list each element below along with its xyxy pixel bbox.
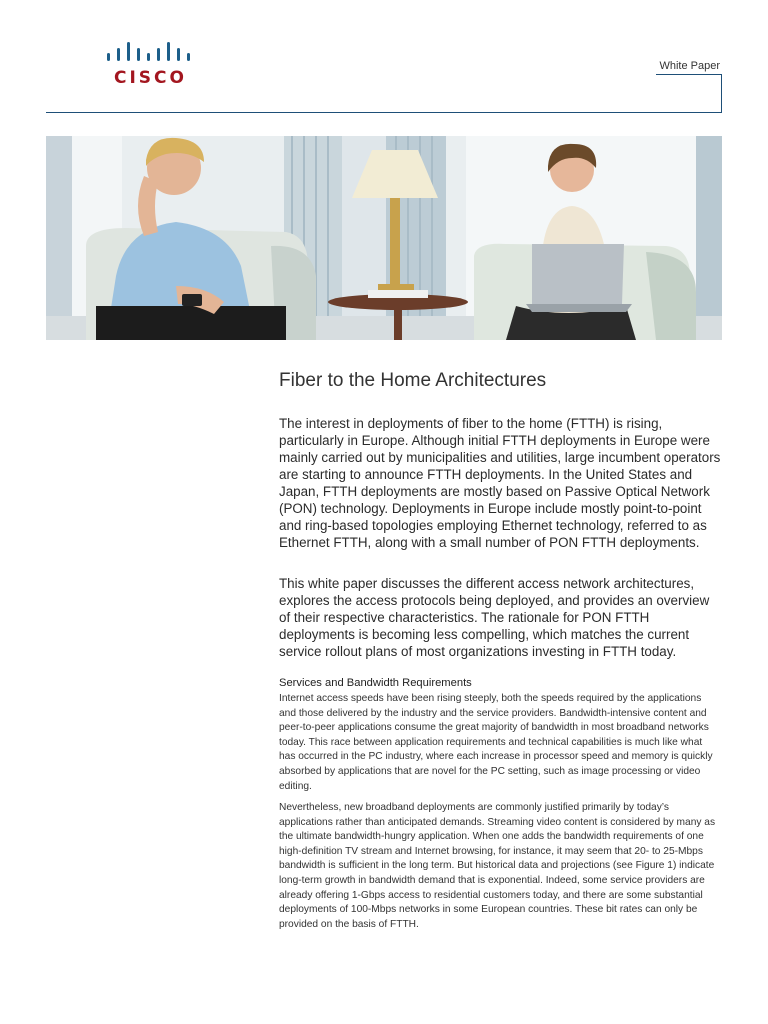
body-paragraph: Internet access speeds have been rising steeply, both the speeds required by the applications and those delivered by the industry and the service providers. Bandwidth-intensive content and peer-to-peer applications consume the great majority of bandwidth in most broadband networks today. This race between application requirements and technical capabilities is much like what has occurred in the PC industry, where each increase in processor speed and memory is quickly absorbed by applications that are novel for the PC setting, such as image processing or video editing.	[279, 693, 713, 792]
hero-photo	[46, 136, 722, 340]
cisco-wordmark: CISCO	[114, 68, 187, 88]
section-heading: Services and Bandwidth Requirements	[279, 677, 472, 689]
header-rule	[46, 112, 722, 113]
lead-paragraph: This white paper discusses the different access network architectures, explores the access protocols being deployed, and provides an overview of their respective characteristics. The rationale for PON FTTH deployments is becoming less compelling, which matches the current service rollout plans of most organizations investing in FTTH today.	[279, 576, 710, 659]
body-paragraph: Nevertheless, new broadband deployments are commonly justified primarily by today’s applications rather than anticipated demands. Streaming video content is considered by many as the ultimate bandwidth-hungry application. When one adds the bandwidth requirements of one high-definition TV stream and Internet browsing, for instance, it may seem that 20- to 25-Mbps bandwidth is sufficient in the long term. But historical data and projections (see Figure 1) indicate long-term growth in bandwidth demand that is exponential. Indeed, some service providers are already offering 1-Gbps access to residential customers today, and there are some substantial deployments of 100-Mbps networks in some European countries. These bit rates can only be provided on the basis of FTTH.	[279, 802, 716, 930]
header-rule-top	[656, 74, 722, 75]
page-title: Fiber to the Home Architectures	[279, 370, 547, 391]
cisco-bridge-icon	[106, 42, 206, 68]
cisco-logo	[106, 42, 206, 92]
lead-paragraph: The interest in deployments of fiber to the home (FTTH) is rising, particularly in Europe. Although initial FTTH deployments in Europe were mainly carried out by municipalities and utilities, large incumbent operators are starting to announce FTTH deployments. In the United States and Japan, FTTH deployments are mostly based on Passive Optical Network (PON) technology. Deployments in Europe include mostly point-to-point and ring-based topologies employing Ethernet technology, referred to as Ethernet FTTH, along with a small number of PON FTTH deployments.	[279, 416, 721, 550]
header-rule-vertical	[721, 74, 722, 113]
document-type-label: White Paper	[659, 60, 720, 72]
